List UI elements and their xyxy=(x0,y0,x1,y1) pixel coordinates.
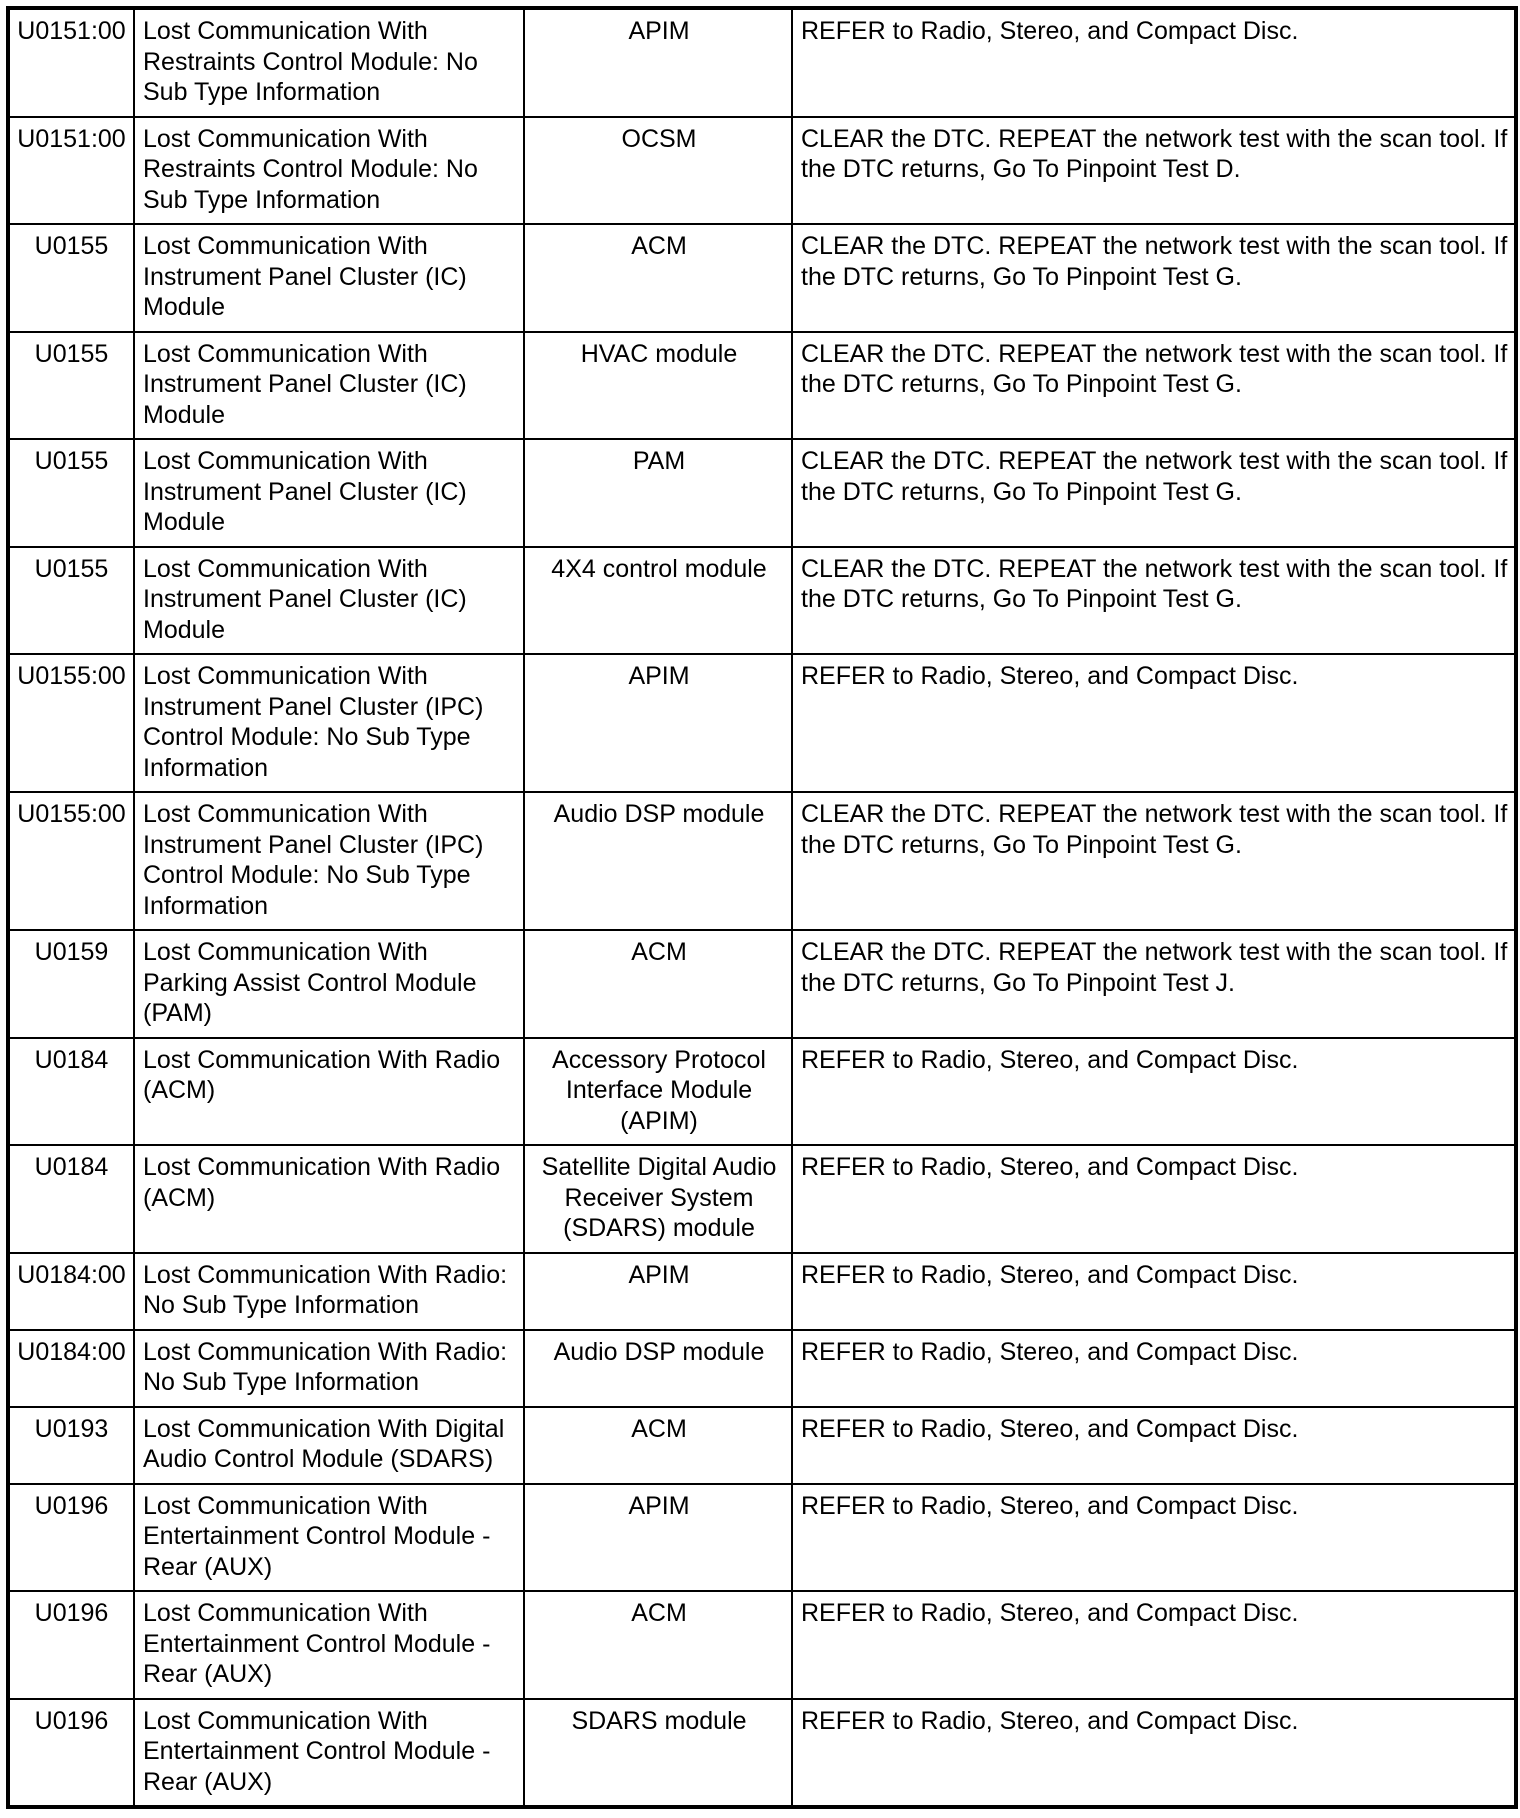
dtc-description-cell: Lost Communication With Radio (ACM) xyxy=(134,1145,524,1253)
dtc-description-cell: Lost Communication With Instrument Panel Cluster (IC) Module xyxy=(134,224,524,332)
table-row xyxy=(8,654,1516,792)
dtc-code-cell: U0155 xyxy=(8,439,134,547)
dtc-description-cell: Lost Communication With Instrument Panel Cluster (IC) Module xyxy=(134,439,524,547)
dtc-description-cell: Lost Communication With Instrument Panel Cluster (IC) Module xyxy=(134,332,524,440)
module-cell: APIM xyxy=(524,654,792,792)
action-cell: REFER to Radio, Stereo, and Compact Disc. xyxy=(792,1253,1516,1330)
table-row xyxy=(8,1484,1516,1592)
dtc-code-cell: U0184 xyxy=(8,1145,134,1253)
dtc-description-cell: Lost Communication With Radio (ACM) xyxy=(134,1038,524,1146)
dtc-description-cell: Lost Communication With Radio: No Sub Type Information xyxy=(134,1330,524,1407)
table-row xyxy=(8,930,1516,1038)
dtc-table-body xyxy=(8,8,1516,1807)
dtc-code-cell: U0155 xyxy=(8,332,134,440)
action-cell: REFER to Radio, Stereo, and Compact Disc. xyxy=(792,1038,1516,1146)
action-cell: REFER to Radio, Stereo, and Compact Disc. xyxy=(792,1330,1516,1407)
dtc-table-container xyxy=(6,6,1518,1809)
dtc-description-cell: Lost Communication With Entertainment Control Module - Rear (AUX) xyxy=(134,1591,524,1699)
module-cell: ACM xyxy=(524,930,792,1038)
dtc-code-cell: U0159 xyxy=(8,930,134,1038)
action-cell: CLEAR the DTC. REPEAT the network test with the scan tool. If the DTC returns, Go To Pinpoint Test G. xyxy=(792,792,1516,930)
dtc-code-cell: U0155 xyxy=(8,224,134,332)
dtc-code-cell: U0184:00 xyxy=(8,1253,134,1330)
module-cell: ACM xyxy=(524,1591,792,1699)
table-row xyxy=(8,1591,1516,1699)
table-row xyxy=(8,1330,1516,1407)
table-row xyxy=(8,439,1516,547)
table-row xyxy=(8,8,1516,117)
table-row xyxy=(8,547,1516,655)
dtc-code-cell: U0155:00 xyxy=(8,792,134,930)
module-cell: APIM xyxy=(524,1253,792,1330)
action-cell: REFER to Radio, Stereo, and Compact Disc. xyxy=(792,1145,1516,1253)
action-cell: CLEAR the DTC. REPEAT the network test with the scan tool. If the DTC returns, Go To Pinpoint Test J. xyxy=(792,930,1516,1038)
dtc-description-cell: Lost Communication With Restraints Control Module: No Sub Type Information xyxy=(134,117,524,225)
action-cell: REFER to Radio, Stereo, and Compact Disc. xyxy=(792,654,1516,792)
table-row xyxy=(8,332,1516,440)
table-row xyxy=(8,1699,1516,1808)
action-cell: REFER to Radio, Stereo, and Compact Disc. xyxy=(792,1407,1516,1484)
dtc-description-cell: Lost Communication With Entertainment Control Module - Rear (AUX) xyxy=(134,1699,524,1808)
dtc-description-cell: Lost Communication With Instrument Panel Cluster (IC) Module xyxy=(134,547,524,655)
table-row xyxy=(8,1038,1516,1146)
dtc-description-cell: Lost Communication With Radio: No Sub Type Information xyxy=(134,1253,524,1330)
dtc-code-cell: U0151:00 xyxy=(8,8,134,117)
action-cell: CLEAR the DTC. REPEAT the network test with the scan tool. If the DTC returns, Go To Pinpoint Test G. xyxy=(792,224,1516,332)
table-row xyxy=(8,224,1516,332)
dtc-description-cell: Lost Communication With Digital Audio Control Module (SDARS) xyxy=(134,1407,524,1484)
table-row xyxy=(8,117,1516,225)
module-cell: ACM xyxy=(524,1407,792,1484)
action-cell: CLEAR the DTC. REPEAT the network test with the scan tool. If the DTC returns, Go To Pinpoint Test G. xyxy=(792,332,1516,440)
table-row xyxy=(8,1145,1516,1253)
module-cell: ACM xyxy=(524,224,792,332)
dtc-code-cell: U0196 xyxy=(8,1591,134,1699)
module-cell: Audio DSP module xyxy=(524,792,792,930)
dtc-description-cell: Lost Communication With Parking Assist Control Module (PAM) xyxy=(134,930,524,1038)
dtc-description-cell: Lost Communication With Instrument Panel Cluster (IPC) Control Module: No Sub Type Information xyxy=(134,792,524,930)
dtc-code-cell: U0155:00 xyxy=(8,654,134,792)
dtc-code-cell: U0184:00 xyxy=(8,1330,134,1407)
action-cell: REFER to Radio, Stereo, and Compact Disc. xyxy=(792,8,1516,117)
dtc-code-cell: U0193 xyxy=(8,1407,134,1484)
module-cell: Satellite Digital Audio Receiver System (SDARS) module xyxy=(524,1145,792,1253)
dtc-code-cell: U0196 xyxy=(8,1699,134,1808)
module-cell: APIM xyxy=(524,8,792,117)
dtc-code-cell: U0151:00 xyxy=(8,117,134,225)
action-cell: REFER to Radio, Stereo, and Compact Disc. xyxy=(792,1591,1516,1699)
dtc-code-cell: U0196 xyxy=(8,1484,134,1592)
dtc-description-cell: Lost Communication With Restraints Control Module: No Sub Type Information xyxy=(134,8,524,117)
dtc-table xyxy=(6,6,1518,1809)
dtc-description-cell: Lost Communication With Entertainment Control Module - Rear (AUX) xyxy=(134,1484,524,1592)
dtc-code-cell: U0184 xyxy=(8,1038,134,1146)
module-cell: PAM xyxy=(524,439,792,547)
module-cell: Accessory Protocol Interface Module (APIM) xyxy=(524,1038,792,1146)
module-cell: HVAC module xyxy=(524,332,792,440)
module-cell: SDARS module xyxy=(524,1699,792,1808)
action-cell: CLEAR the DTC. REPEAT the network test with the scan tool. If the DTC returns, Go To Pinpoint Test G. xyxy=(792,547,1516,655)
table-row xyxy=(8,792,1516,930)
action-cell: REFER to Radio, Stereo, and Compact Disc. xyxy=(792,1484,1516,1592)
module-cell: APIM xyxy=(524,1484,792,1592)
table-row xyxy=(8,1407,1516,1484)
module-cell: 4X4 control module xyxy=(524,547,792,655)
module-cell: Audio DSP module xyxy=(524,1330,792,1407)
dtc-code-cell: U0155 xyxy=(8,547,134,655)
module-cell: OCSM xyxy=(524,117,792,225)
action-cell: CLEAR the DTC. REPEAT the network test with the scan tool. If the DTC returns, Go To Pinpoint Test G. xyxy=(792,439,1516,547)
table-row xyxy=(8,1253,1516,1330)
action-cell: CLEAR the DTC. REPEAT the network test with the scan tool. If the DTC returns, Go To Pinpoint Test D. xyxy=(792,117,1516,225)
dtc-description-cell: Lost Communication With Instrument Panel Cluster (IPC) Control Module: No Sub Type Information xyxy=(134,654,524,792)
action-cell: REFER to Radio, Stereo, and Compact Disc. xyxy=(792,1699,1516,1808)
